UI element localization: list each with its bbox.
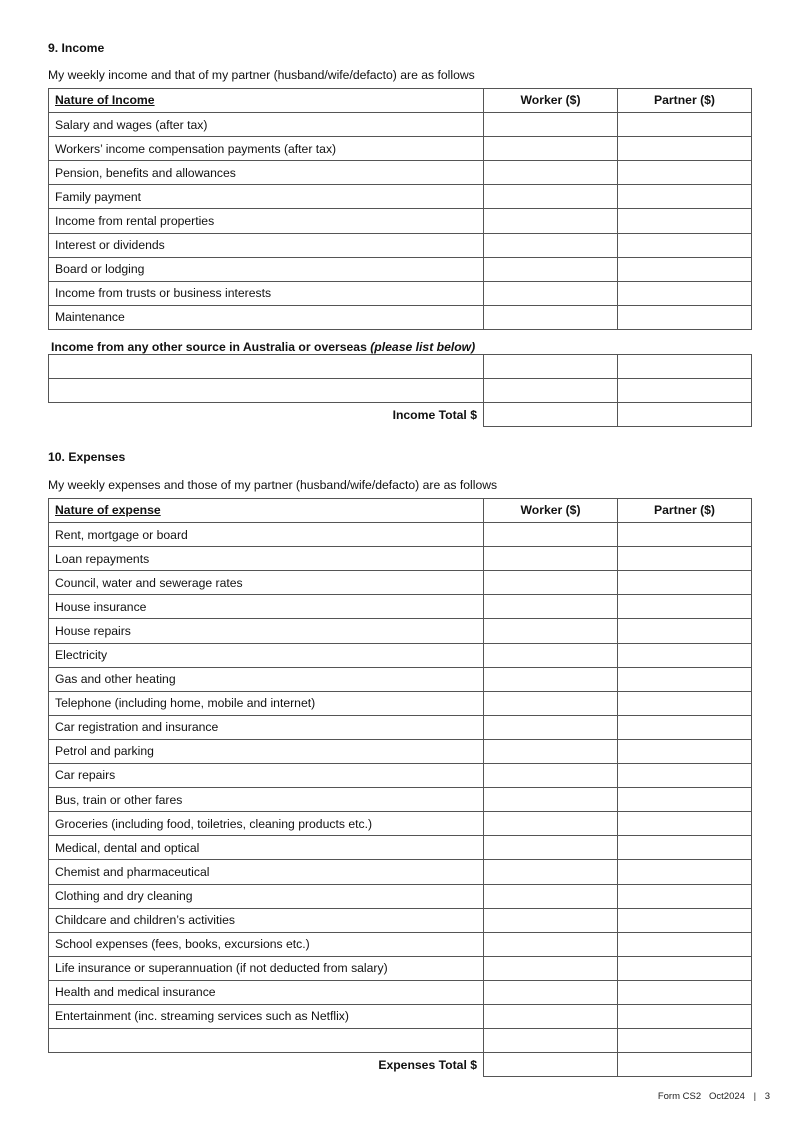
expenses-row [49,739,752,763]
income-row-label: Interest or dividends [49,233,484,257]
income-row [49,185,752,209]
expenses-row-label: Entertainment (inc. streaming services such as Netflix) [49,1004,484,1028]
expenses-header-row [49,499,752,523]
income-worker-field[interactable] [484,281,618,305]
income-partner-field[interactable] [618,137,752,161]
income-total-row [49,403,752,427]
expenses-row-label: House insurance [49,595,484,619]
income-row-label: Family payment [49,185,484,209]
expenses-col-partner: Partner ($) [618,499,752,523]
expenses-row-label: Council, water and sewerage rates [49,571,484,595]
expenses-partner-field[interactable] [618,764,752,788]
expenses-worker-field[interactable] [484,571,618,595]
income-col-partner: Partner ($) [618,89,752,113]
income-partner-field[interactable] [618,209,752,233]
income-row-label: Salary and wages (after tax) [49,113,484,137]
income-partner-field[interactable] [618,185,752,209]
income-col-nature: Nature of Income [49,89,484,113]
expenses-partner-field[interactable] [618,1029,752,1053]
expenses-row [49,1029,752,1053]
expenses-partner-field[interactable] [618,691,752,715]
expenses-partner-field[interactable] [618,571,752,595]
footer-page-number: 3 [764,1091,770,1102]
expenses-worker-field[interactable] [484,884,618,908]
income-total-worker-field[interactable] [484,403,618,427]
expenses-row [49,667,752,691]
income-row-label: Pension, benefits and allowances [49,161,484,185]
expenses-row [49,836,752,860]
expenses-row-label: Electricity [49,643,484,667]
expenses-row-label: Health and medical insurance [49,980,484,1004]
expenses-row-label: Rent, mortgage or board [49,523,484,547]
expenses-intro: My weekly expenses and those of my partner (husband/wife/defacto) are as follows [48,478,498,492]
expenses-row-label [49,1029,484,1053]
income-worker-field[interactable] [484,257,618,281]
expenses-worker-field[interactable] [484,1004,618,1028]
expenses-row-label: School expenses (fees, books, excursions etc.) [49,932,484,956]
expenses-worker-field[interactable] [484,860,618,884]
expenses-row [49,956,752,980]
expenses-worker-field[interactable] [484,788,618,812]
expenses-partner-field[interactable] [618,547,752,571]
expenses-row [49,595,752,619]
page-footer [658,1091,770,1102]
expenses-worker-field[interactable] [484,715,618,739]
income-col-worker: Worker ($) [484,89,618,113]
expenses-worker-field[interactable] [484,643,618,667]
expenses-worker-field[interactable] [484,595,618,619]
expenses-row [49,643,752,667]
expenses-partner-field[interactable] [618,956,752,980]
expenses-row [49,547,752,571]
expenses-row-label: Petrol and parking [49,739,484,763]
income-partner-field[interactable] [618,161,752,185]
income-total-label: Income Total $ [392,407,477,422]
income-partner-field[interactable] [618,281,752,305]
expenses-worker-field[interactable] [484,667,618,691]
expenses-col-nature: Nature of expense [49,499,484,523]
expenses-heading: 10. Expenses [48,450,126,464]
expenses-total-label: Expenses Total $ [378,1057,477,1072]
expenses-row [49,812,752,836]
income-row [49,209,752,233]
expenses-row-label: Chemist and pharmaceutical [49,860,484,884]
expenses-partner-field[interactable] [618,523,752,547]
expenses-row [49,908,752,932]
expenses-row [49,860,752,884]
income-total-partner-field[interactable] [618,403,752,427]
expenses-partner-field[interactable] [618,884,752,908]
income-partner-field[interactable] [618,305,752,329]
income-other-partner-field[interactable] [618,379,752,403]
income-row [49,137,752,161]
income-other-note: (please list below) [370,340,476,354]
income-row-label: Income from rental properties [49,209,484,233]
expenses-partner-field[interactable] [618,812,752,836]
income-worker-field[interactable] [484,161,618,185]
expenses-partner-field[interactable] [618,595,752,619]
income-worker-field[interactable] [484,185,618,209]
income-table [48,88,752,330]
expenses-partner-field[interactable] [618,643,752,667]
expenses-worker-field[interactable] [484,619,618,643]
expenses-partner-field[interactable] [618,860,752,884]
expenses-row-label: Bus, train or other fares [49,788,484,812]
income-row-label: Maintenance [49,305,484,329]
expenses-partner-field[interactable] [618,836,752,860]
expenses-row-label: Loan repayments [49,547,484,571]
expenses-worker-field[interactable] [484,691,618,715]
expenses-table [48,498,752,1077]
expenses-partner-field[interactable] [618,908,752,932]
income-partner-field[interactable] [618,257,752,281]
income-row-label: Income from trusts or business interests [49,281,484,305]
income-other-heading [51,340,475,354]
income-other-row [49,379,752,403]
income-other-worker-field[interactable] [484,379,618,403]
expenses-row [49,764,752,788]
expenses-row-label: Car repairs [49,764,484,788]
income-other-source-field[interactable] [49,355,484,379]
expenses-row [49,571,752,595]
expenses-total-row [49,1053,752,1077]
expenses-worker-field[interactable] [484,932,618,956]
income-worker-field[interactable] [484,137,618,161]
expenses-col-worker: Worker ($) [484,499,618,523]
income-other-partner-field[interactable] [618,355,752,379]
expenses-row-label: Gas and other heating [49,667,484,691]
income-other-table [48,354,752,427]
expenses-worker-field[interactable] [484,1029,618,1053]
income-row [49,257,752,281]
expenses-row-label: Medical, dental and optical [49,836,484,860]
expenses-row [49,523,752,547]
income-row-label: Workers’ income compensation payments (after tax) [49,137,484,161]
income-row [49,113,752,137]
income-other-label: Income from any other source in Australia or overseas [51,340,367,354]
income-worker-field[interactable] [484,305,618,329]
income-other-worker-field[interactable] [484,355,618,379]
expenses-partner-field[interactable] [618,980,752,1004]
income-partner-field[interactable] [618,233,752,257]
income-header-row [49,89,752,113]
expenses-row-label: Life insurance or superannuation (if not deducted from salary) [49,956,484,980]
expenses-worker-field[interactable] [484,547,618,571]
expenses-row-label: Telephone (including home, mobile and internet) [49,691,484,715]
expenses-partner-field[interactable] [618,932,752,956]
income-worker-field[interactable] [484,209,618,233]
expenses-row-label: Childcare and children’s activities [49,908,484,932]
expenses-row [49,1004,752,1028]
expenses-row-label: House repairs [49,619,484,643]
income-other-source-field[interactable] [49,379,484,403]
expenses-worker-field[interactable] [484,980,618,1004]
expenses-partner-field[interactable] [618,715,752,739]
footer-date: Oct2024 [709,1091,745,1102]
expenses-worker-field[interactable] [484,812,618,836]
income-row [49,305,752,329]
expenses-worker-field[interactable] [484,908,618,932]
income-worker-field[interactable] [484,233,618,257]
expenses-row-label: Clothing and dry cleaning [49,884,484,908]
expenses-worker-field[interactable] [484,836,618,860]
expenses-partner-field[interactable] [618,619,752,643]
expenses-total-worker-field[interactable] [484,1053,618,1077]
income-row-label: Board or lodging [49,257,484,281]
expenses-worker-field[interactable] [484,956,618,980]
expenses-row [49,619,752,643]
expenses-partner-field[interactable] [618,667,752,691]
expenses-row [49,788,752,812]
income-heading: 9. Income [48,41,105,55]
expenses-worker-field[interactable] [484,523,618,547]
expenses-partner-field[interactable] [618,788,752,812]
expenses-partner-field[interactable] [618,1004,752,1028]
income-other-row [49,355,752,379]
expenses-row [49,932,752,956]
income-intro: My weekly income and that of my partner (husband/wife/defacto) are as follows [48,68,475,82]
expenses-row-label: Groceries (including food, toiletries, cleaning products etc.) [49,812,484,836]
income-partner-field[interactable] [618,113,752,137]
expenses-total-partner-field[interactable] [618,1053,752,1077]
expenses-partner-field[interactable] [618,739,752,763]
expenses-worker-field[interactable] [484,764,618,788]
footer-form: Form CS2 [657,1091,702,1102]
expenses-row [49,884,752,908]
expenses-worker-field[interactable] [484,739,618,763]
income-row [49,233,752,257]
expenses-row [49,715,752,739]
expenses-row [49,691,752,715]
expenses-row-label: Car registration and insurance [49,715,484,739]
income-row [49,281,752,305]
footer-separator: | [753,1091,757,1102]
expenses-row [49,980,752,1004]
income-row [49,161,752,185]
income-worker-field[interactable] [484,113,618,137]
